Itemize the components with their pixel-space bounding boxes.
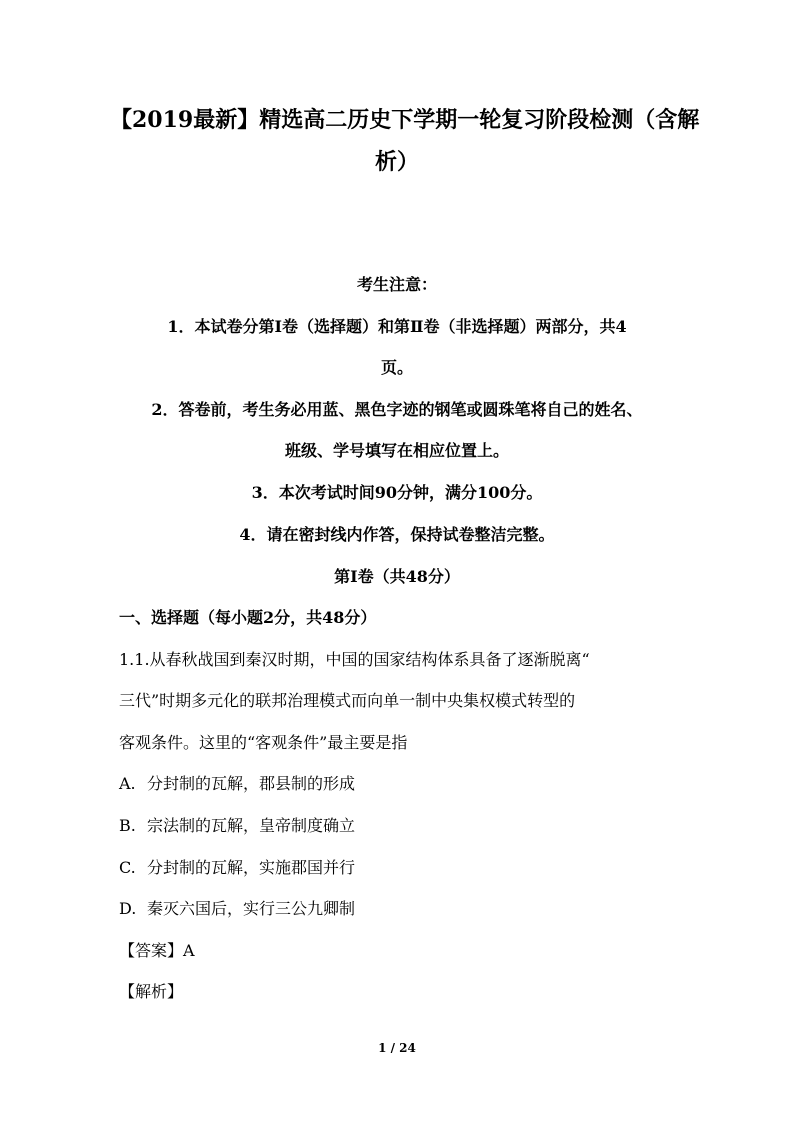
- page-number: 1 / 24: [378, 1041, 416, 1055]
- option-letter: D.: [119, 899, 137, 918]
- question-1-stem-line-2: 三代”时期多元化的联邦治理模式而向单一制中央集权模式转型的: [119, 691, 576, 710]
- notice-item-1-line-1: 1．本试卷分第Ⅰ卷（选择题）和第Ⅱ卷（非选择题）两部分，共4: [167, 317, 627, 336]
- question-1-stem-line-3: 客观条件。这里的“客观条件”最主要是指: [119, 733, 408, 752]
- notice-item-3: 3．本次考试时间90分钟，满分100分。: [251, 483, 543, 502]
- document-title-line-2: 析）: [374, 149, 419, 175]
- question-1-option-d: [119, 897, 355, 921]
- notice-item-2-line-2: 班级、学号填写在相应位置上。: [284, 441, 509, 460]
- question-1-option-c: [119, 856, 355, 880]
- option-text: 分封制的瓦解，郡县制的形成: [147, 774, 356, 793]
- notice-item-2-line-1: 2．答卷前，考生务必用蓝、黑色字迹的钢笔或圆珠笔将自己的姓名、: [151, 400, 643, 419]
- option-letter: A.: [119, 774, 136, 793]
- option-letter: B.: [119, 816, 136, 835]
- question-1-answer: 【答案】A: [119, 941, 195, 960]
- part-1-heading: 第Ⅰ卷（共48分）: [334, 567, 460, 586]
- document-title-line-1: 【2019最新】精选高二历史下学期一轮复习阶段检测（含解: [110, 107, 700, 133]
- option-text: 宗法制的瓦解，皇帝制度确立: [147, 816, 356, 835]
- option-text: 分封制的瓦解，实施郡国并行: [147, 858, 356, 877]
- question-1-stem-line-1: 1.1.从春秋战国到秦汉时期，中国的国家结构体系具备了逐渐脱离“: [119, 650, 590, 669]
- notice-item-1-line-2: 页。: [380, 358, 413, 377]
- question-1-option-a: [119, 772, 355, 796]
- notice-item-4: 4．请在密封线内作答，保持试卷整洁完整。: [239, 525, 555, 544]
- option-text: 秦灭六国后，实行三公九卿制: [147, 899, 356, 918]
- question-1-option-b: [119, 814, 355, 838]
- question-1-analysis-heading: 【解析】: [119, 982, 184, 1001]
- section-heading: 一、选择题（每小题2分，共48分）: [119, 608, 377, 627]
- option-letter: C.: [119, 858, 136, 877]
- notice-heading: 考生注意：: [356, 275, 437, 294]
